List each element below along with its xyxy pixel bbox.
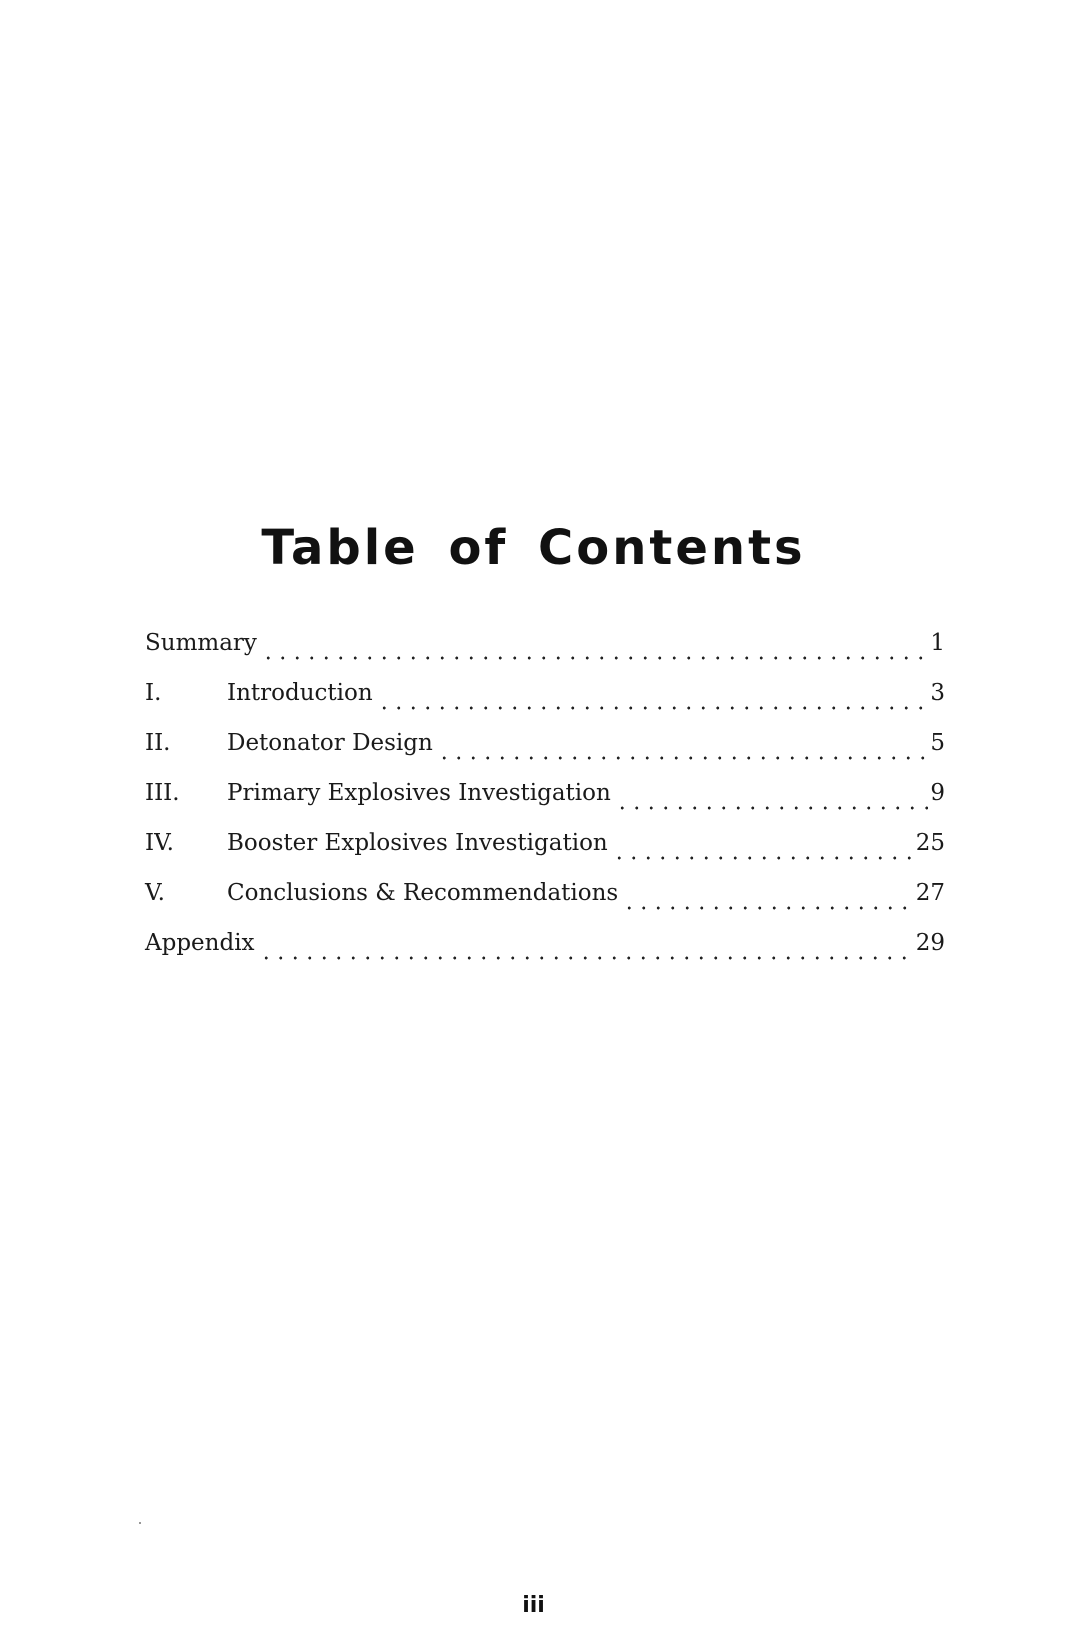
- toc-entry-number: II.: [145, 730, 171, 756]
- toc-list: [145, 626, 945, 976]
- toc-entry-booster-explosives: [145, 826, 945, 876]
- dot-leader: [612, 848, 914, 868]
- dot-leader: [261, 648, 928, 668]
- toc-entry-page: 1: [930, 630, 945, 656]
- toc-entry-appendix: [145, 926, 945, 976]
- toc-entry-page: 29: [915, 930, 945, 956]
- page-title: Table of Contents: [261, 520, 806, 576]
- toc-entry-introduction: [145, 676, 945, 726]
- page-number: iii: [522, 1593, 545, 1618]
- scan-speck: [139, 1522, 141, 1524]
- toc-entry-summary: [145, 626, 945, 676]
- toc-entry-label: Primary Explosives Investigation: [227, 780, 611, 806]
- toc-entry-label: Booster Explosives Investigation: [227, 830, 608, 856]
- toc-entry-page: 5: [930, 730, 945, 756]
- toc-entry-primary-explosives: [145, 776, 945, 826]
- toc-entry-label: Detonator Design: [227, 730, 433, 756]
- toc-entry-number: I.: [145, 680, 162, 706]
- toc-entry-number: III.: [145, 780, 180, 806]
- toc-entry-number: IV.: [145, 830, 174, 856]
- toc-entry-label: Introduction: [227, 680, 373, 706]
- toc-entry-page: 9: [930, 780, 945, 806]
- toc-entry-label: Conclusions & Recommendations: [227, 880, 619, 906]
- dot-leader: [437, 748, 929, 768]
- toc-entry-number: V.: [145, 880, 165, 906]
- toc-entry-detonator-design: [145, 726, 945, 776]
- toc-entry-conclusions: [145, 876, 945, 926]
- dot-leader: [259, 948, 914, 968]
- toc-entry-label: Appendix: [145, 930, 255, 956]
- toc-entry-page: 27: [915, 880, 945, 906]
- toc-entry-label: Summary: [145, 630, 257, 656]
- dot-leader: [615, 798, 929, 818]
- dot-leader: [622, 898, 913, 918]
- toc-entry-page: 3: [930, 680, 945, 706]
- dot-leader: [377, 698, 929, 718]
- toc-entry-page: 25: [915, 830, 945, 856]
